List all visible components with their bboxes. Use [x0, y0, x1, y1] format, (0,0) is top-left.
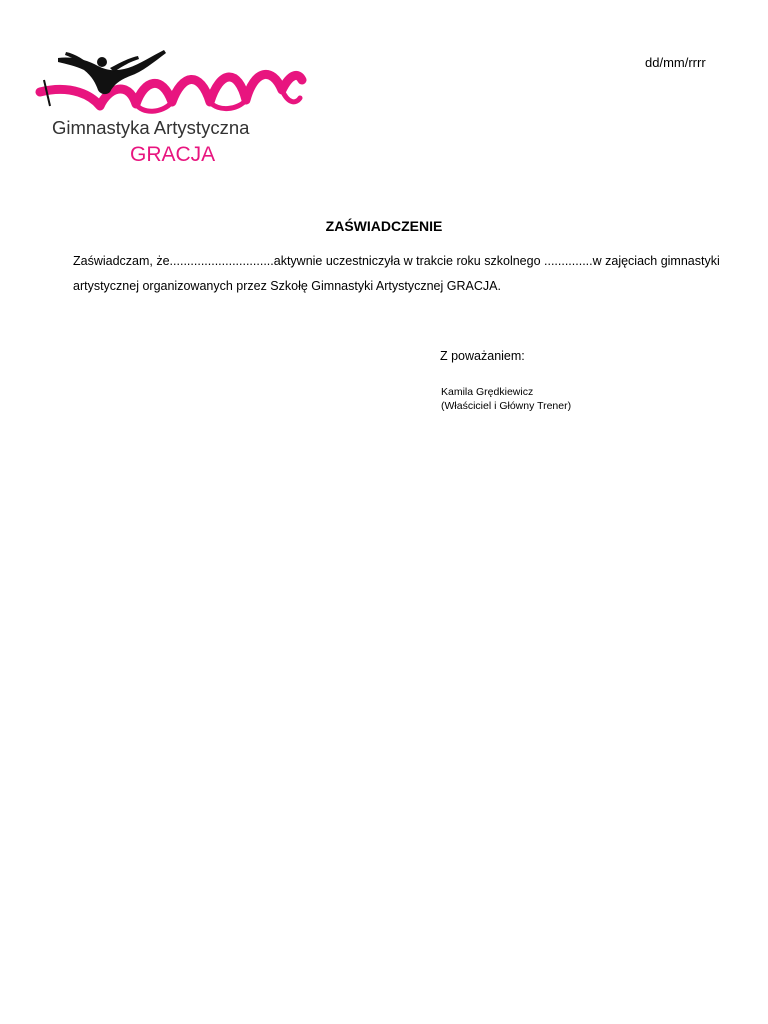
document-date: dd/mm/rrrr: [645, 55, 706, 70]
closing-salutation: Z poważaniem:: [440, 349, 525, 363]
logo-brand-name: GRACJA: [130, 143, 216, 166]
document-body: Zaświadczam, że..............................aktywnie uczestniczyła w trakcie roku szkolnego ..............w zajęciach gimnastyki artystycznej organizowanych przez Szkołę Gimnastyki Artystycznej GRACJA.: [73, 254, 720, 293]
signer-name: Kamila Grędkiewicz: [441, 386, 534, 398]
document-title: ZAŚWIADCZENIE: [325, 218, 443, 234]
company-logo: [32, 44, 308, 168]
signer-role: (Właściciel i Główny Trener): [441, 399, 572, 412]
signature-block: [441, 386, 571, 413]
gymnast-ribbon-logo-icon: [32, 44, 308, 168]
logo-brand-line: Gimnastyka Artystyczna: [52, 117, 250, 138]
